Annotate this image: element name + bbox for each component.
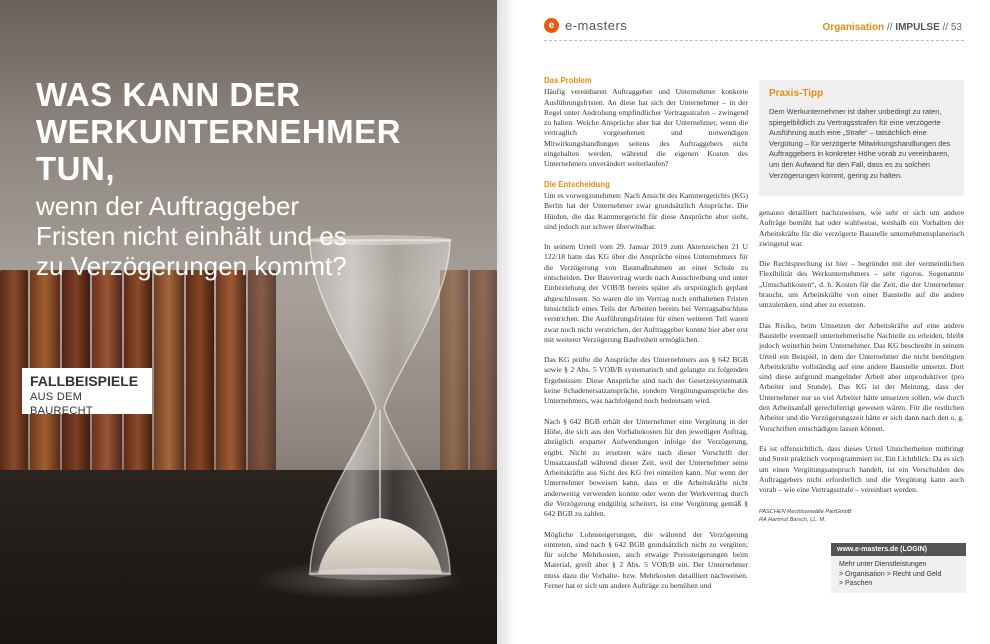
case-box-subtitle: AUS DEM BAURECHT <box>30 391 93 417</box>
header-divider <box>544 40 964 41</box>
section-organisation: Organisation <box>822 22 885 33</box>
link-box-body <box>831 556 966 593</box>
headline-subtitle <box>36 191 476 281</box>
article-column-2 <box>759 208 964 505</box>
paragraph-4: Nach § 642 BGB erhält der Unternehmer eine Vergütung in der Höhe, die sich aus den Vorhaltekosten für den jeweiligen Auftrag, abzüglich ersparter Aufwendungen infolge der Verzögerung, ergibt. Nicht zu ersetzen wäre nach dieser Vorschrift der Umsatzausfall während dieser Zeit, weil der Unternehmer seine Arbeitskräfte aus Sicht des KG frei einteilen kann. Nur wenn der Unternehmer beweisen kann, dass er die Arbeitskräfte nicht anderweitig verwenden konnte oder wenn der Werkvertrag durch die Verzögerung endgültig scheitert, ist eine Vergütung gemäß § 642 BGB zu zahlen. <box>544 416 748 519</box>
author-name: RA Hartmut Barsch, LL. M. <box>759 517 826 523</box>
paragraph-6: genauso detailliert nachzuweisen, wie sehr er sich um andere Aufträge bemüht hat oder wahlweise, weshalb ein Vorhalten der Arbeitskräfte für die verzögerte Baustelle unternehmensplanerisch zwingend war. <box>759 208 964 248</box>
case-box-title: FALLBEISPIELE <box>30 373 139 389</box>
heading-decision: Die Entscheidung <box>544 179 610 189</box>
link-line-3: > Paschen <box>839 580 873 587</box>
section-impulse: IMPULSE <box>895 22 940 33</box>
hourglass-image <box>290 232 470 592</box>
paragraph-problem: Häufig vereinbaren Auftraggeber und Unternehmer konkrete Ausführungsfristen. An diese hat sich der Unternehmer – in der Regel unter Androhung empfindlicher Vertragsstrafen – zwingend zu halten. Welche Ansprüche aber hat der Unternehmer, wenn die vertraglich vorgesehenen und notwendigen Mitwirkungshandlungen seitens des Auftraggebers nicht eingehalten werden, während die eigenen Kosten des Unternehmers unverändert weiterlaufen? <box>544 87 748 169</box>
logo-name: e-masters <box>565 18 628 33</box>
paragraph-8: Das Risiko, beim Umsetzen der Arbeitskräfte auf eine andere Baustelle eventuell unternehmerische Nachteile zu erleiden, bleibt jedoch weiterhin beim Unternehmer. Das KG beschreibt in seinem Urteil ein Beispiel, in dem der Unternehmer die nicht benötigten Arbeitskräfte vollständig auf eine andere Baustelle umsetzt. Dort sind diese aufgrund mangelnder Arbeit aber unproduktiver (pro Arbeiter und Stunde). Das KG ist der Meinung, dass der Unternehmer nur so viel Arbeiter hätte umsetzen sollen, wie durch den Arbeitsanfall gerechtfertigt gewesen wären. Für die restlichen Arbeiter und die Verzögerungszeit hätte er sich dann nach den o. g. Vorschriften entschädigen lassen können. <box>759 320 964 433</box>
section-separator: // <box>886 22 893 33</box>
paragraph-1: Um es vorwegzunehmen: Nach Ansicht des Kammergerichts (KG) Berlin hat der Unternehmer zwar grundsätzlich Ansprüche. Die Hürden, die das Kammergericht für diese Ansprüche aber sieht, sind jedoch nur schwer überwindbar. <box>544 190 748 231</box>
author-credit <box>759 508 964 524</box>
paragraph-2: In seinem Urteil vom 29. Januar 2019 zum Aktenzeichen 21 U 122/18 hatte das KG über die Ansprüche eines Unternehmers für die Verzögerung von Baumaßnahmen an einer Schule zu entscheiden. Der Bauvertrag wurde nach Ausschreibung und unter Einbeziehung der VOB/B bereits später als ursprünglich geplant abgeschlossen. So waren die im Vertrag noch enthaltenen Fristen hinsichtlich eines Teils der Arbeiten bereits bei Vertragsabschluss verstrichen. Die Ausführungsfristen für einen weiteren Teil waren zwar noch nicht verstrichen, der Auftraggeber konnte hier aber erst mit weiterer Verzögerung Baufreiheit ermöglichen. <box>544 242 748 344</box>
section-separator-2: // <box>942 22 949 33</box>
section-header <box>822 22 962 33</box>
login-link-box <box>831 543 966 593</box>
subtitle-line-2: Fristen nicht einhält und es <box>36 221 347 251</box>
e-masters-logo <box>544 18 627 33</box>
link-line-1: Mehr unter Dienstleistungen <box>839 561 927 568</box>
paragraph-3: Das KG prüfte die Ansprüche des Unternehmers aus § 642 BGB sowie § 2 Abs. 5 VOB/B systematisch und gelangte zu folgenden Ergebnissen: Diese Ansprüche sind nach der Gesetzessystematik keine Schadenersatzansprüche, sondern Vergütungsansprüche des Unternehmers, was nachfolgend noch bedeutsam wird. <box>544 355 748 406</box>
paragraph-9: Es ist offensichtlich, dass dieses Urteil Unsicherheiten mitbringt und Streit praktisch vorprogrammiert ist. Ein Lichtblick: Da es sich um einen Vergütungsanspruch handelt, ist ein Verschulden des Auftraggebers nicht erforderlich und die Vergütung kann auch vorab – wie eine Vertragsstrafe – vereinbart werden. <box>759 443 964 495</box>
author-firm: PASCHEN Rechtsanwälte PartGmbB <box>759 509 852 515</box>
logo-mark-icon: e <box>544 18 559 33</box>
login-link[interactable]: www.e-masters.de (LOGIN) <box>831 543 966 556</box>
headline-line-1: WAS KANN DER <box>36 76 301 113</box>
heading-problem: Das Problem <box>544 76 592 85</box>
tip-title: Praxis-Tipp <box>769 88 824 99</box>
article-column-1 <box>544 76 748 601</box>
paragraph-7: Die Rechtsprechung ist hier – begründet mit der vermeintlichen Flexibilität des Werkunternehmers – sehr rigoros. Sogenannte „Umschaltkosten“, d. h. Kosten für die Zeit, die der Unternehmer braucht, um Arbeitskräfte von einer Baustelle auf die andere umzulenken, sind aber zu ersetzen. <box>759 259 964 310</box>
headline-line-2: WERKUNTERNEHMER TUN, <box>36 113 401 187</box>
page-gutter <box>497 0 515 644</box>
case-examples-label <box>22 368 152 417</box>
practice-tip-box <box>759 80 964 196</box>
paragraph-5: Mögliche Lohnsteigerungen, die während der Verzögerung eintreten, sind nach § 642 BGB grundsätzlich nicht zu vergüten; für solche Mehrkosten, auch etwaige Preissteigerungen beim Material, greift aber § 2 Abs. 5 VOB/B ein. Der Unternehmer muss dazu die Vorhalte- bzw. Mehrkosten detailliert nachweisen. Ferner hat er sich um andere Aufträge zu bemühen und <box>544 529 748 591</box>
link-line-2: > Organisation > Recht und Geld <box>839 570 942 578</box>
page-number: 53 <box>950 22 962 33</box>
tip-text: Dem Werkunternehmer ist daher unbedingt zu raten, spiegelbildlich zu Vertragsstrafen für eine verzögerte Ausführung auch eine „Strafe“ – tatsächlich eine Vergütung – für verzögerte Mitwirkungshandlungen des Auftraggebers in konkreter Höhe vorab zu vereinbaren, um den Aufwand für den Fall, dass es zu solchen Verzögerungen kommt, gering zu halten. <box>769 107 951 180</box>
subtitle-line-3: zu Verzögerungen kommt? <box>36 251 347 281</box>
subtitle-line-1: wenn der Auftraggeber <box>36 191 300 221</box>
headline <box>36 76 476 281</box>
